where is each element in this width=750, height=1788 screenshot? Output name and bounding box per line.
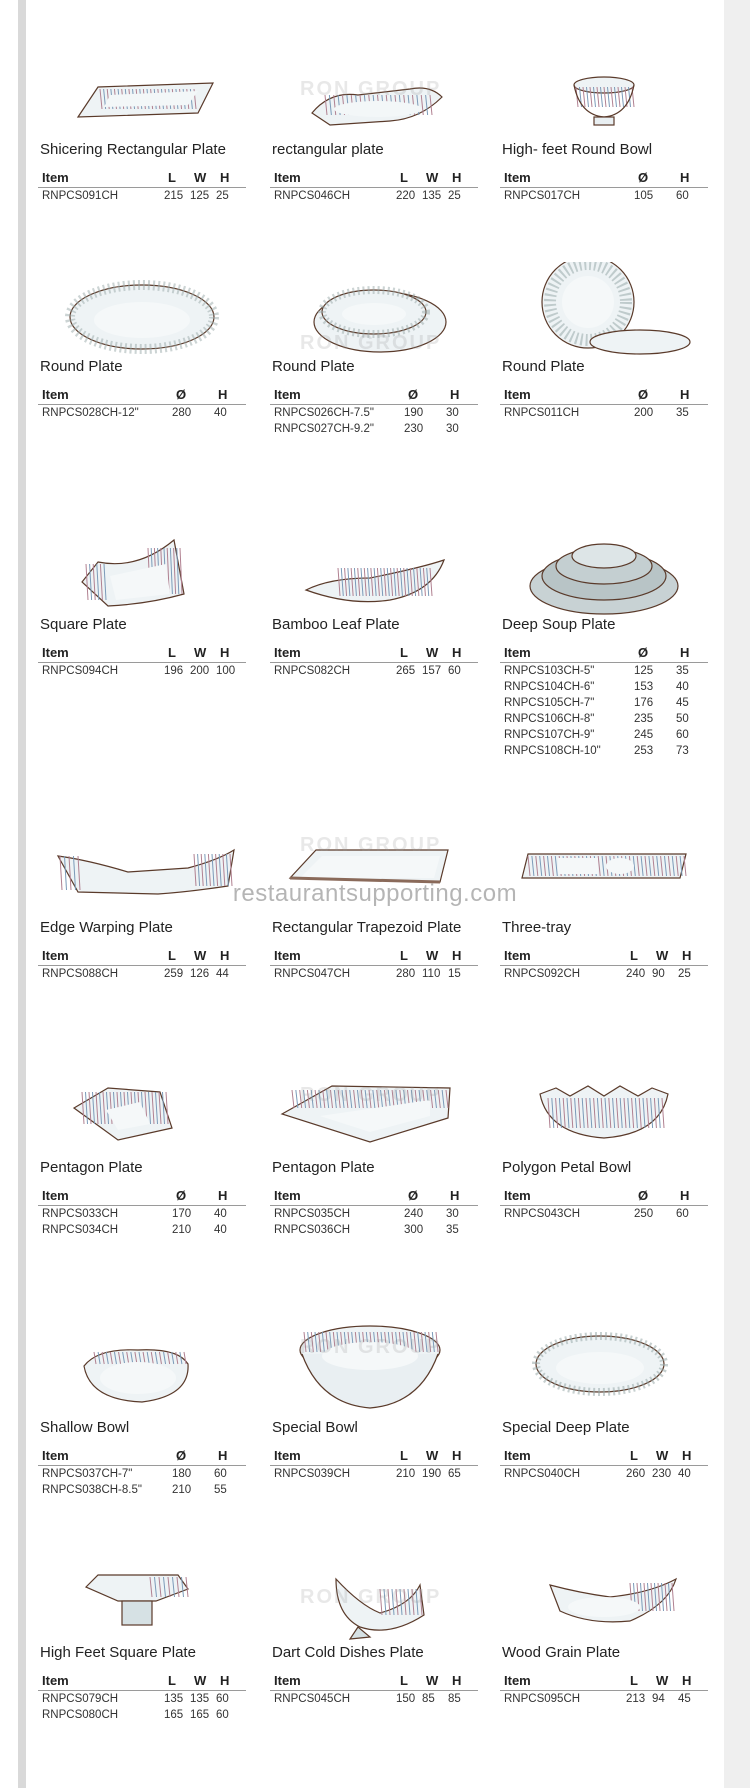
spec-header-cell: L (630, 1673, 638, 1688)
spec-header-cell: Item (274, 1448, 301, 1463)
spec-table (500, 946, 708, 982)
dimension-value: 35 (676, 407, 689, 419)
spec-row (270, 1691, 478, 1707)
spec-header-cell: H (218, 1188, 228, 1203)
spec-header (270, 385, 478, 405)
dimension-value: 153 (634, 681, 654, 693)
dimension-value: 40 (214, 1224, 227, 1236)
product-image (500, 45, 708, 145)
product-name: Deep Soup Plate (502, 616, 616, 633)
spec-row (500, 679, 708, 695)
spec-row (500, 405, 708, 421)
brand-watermark: RON GROUP (300, 1084, 442, 1106)
spec-header-cell: H (452, 645, 462, 660)
dimension-value: 125 (634, 665, 654, 677)
dimension-value: 180 (172, 1468, 192, 1480)
spec-header-cell: Item (42, 645, 69, 660)
dimension-value: 210 (172, 1224, 192, 1236)
dimension-value: 170 (172, 1208, 192, 1220)
dimension-value: 230 (404, 423, 424, 435)
product-image (500, 1545, 708, 1645)
spec-row (270, 421, 478, 437)
dimension-value: 240 (404, 1208, 424, 1220)
spec-row (500, 188, 708, 204)
spec-header-cell: W (194, 170, 207, 185)
spec-table (270, 1671, 478, 1707)
item-code: RNPCS028CH-12" (42, 407, 139, 419)
spec-header (38, 168, 246, 188)
dimension-value: 220 (396, 190, 416, 202)
dimension-value: 30 (446, 1208, 459, 1220)
spec-row (500, 663, 708, 679)
item-code: RNPCS040CH (504, 1468, 581, 1480)
item-code: RNPCS017CH (504, 190, 581, 202)
dimension-value: 280 (396, 968, 416, 980)
spec-header (38, 1671, 246, 1691)
dimension-value: 30 (446, 407, 459, 419)
spec-table (38, 1671, 246, 1723)
spec-header-cell: Ø (176, 387, 187, 402)
dimension-value: 176 (634, 697, 654, 709)
dimension-value: 45 (678, 1693, 691, 1705)
item-code: RNPCS026CH-7.5" (274, 407, 374, 419)
dimension-value: 60 (676, 190, 689, 202)
product-image (38, 262, 246, 362)
spec-header-cell: Item (274, 170, 301, 185)
brand-watermark: RON GROUP (300, 332, 442, 354)
item-code: RNPCS033CH (42, 1208, 119, 1220)
item-code: RNPCS104CH-6" (504, 681, 595, 693)
spec-row (270, 663, 478, 679)
spec-header-cell: H (220, 1673, 230, 1688)
dimension-value: 230 (652, 1468, 672, 1480)
dimension-value: 60 (448, 665, 461, 677)
spec-header (38, 385, 246, 405)
item-code: RNPCS046CH (274, 190, 351, 202)
spec-row (38, 1206, 246, 1222)
dimension-value: 105 (634, 190, 654, 202)
spec-header-cell: Item (42, 948, 69, 963)
spec-header (500, 1671, 708, 1691)
spec-header-cell: Ø (638, 387, 649, 402)
spec-header-cell: W (656, 948, 669, 963)
spec-header-cell: Ø (176, 1448, 187, 1463)
spec-header-cell: H (680, 387, 690, 402)
spec-header-cell: W (656, 1448, 669, 1463)
spec-header (38, 1446, 246, 1466)
dimension-value: 280 (172, 407, 192, 419)
dimension-value: 85 (422, 1693, 435, 1705)
item-code: RNPCS095CH (504, 1693, 581, 1705)
product-image (38, 1545, 246, 1645)
spec-table (38, 1186, 246, 1238)
dimension-value: 35 (676, 665, 689, 677)
product-name: Round Plate (502, 358, 585, 375)
dimension-value: 45 (676, 697, 689, 709)
product-name: Special Bowl (272, 1419, 358, 1436)
spec-header-cell: Item (42, 1448, 69, 1463)
product-image (38, 1058, 246, 1158)
spec-row (38, 966, 246, 982)
spec-header-cell: Item (274, 948, 301, 963)
spec-header (500, 1446, 708, 1466)
spec-header (38, 643, 246, 663)
dimension-value: 190 (422, 1468, 442, 1480)
spec-header-cell: Ø (638, 170, 649, 185)
product-name: Dart Cold Dishes Plate (272, 1644, 424, 1661)
spec-header (500, 643, 708, 663)
spec-header-cell: L (400, 1448, 408, 1463)
product-image (38, 520, 246, 620)
product-image (270, 1058, 478, 1158)
spec-header-cell: H (682, 1673, 692, 1688)
spec-table (270, 946, 478, 982)
spec-header-cell: H (220, 948, 230, 963)
spec-header-cell: L (400, 948, 408, 963)
spec-header-cell: H (680, 170, 690, 185)
dimension-value: 165 (190, 1709, 210, 1721)
spec-row (38, 1707, 246, 1723)
spec-header-cell: H (218, 387, 228, 402)
site-watermark: restaurantsupporting.com (232, 880, 518, 907)
dimension-value: 40 (678, 1468, 691, 1480)
dimension-value: 25 (216, 190, 229, 202)
spec-header-cell: W (194, 948, 207, 963)
spec-header-cell: Item (504, 1448, 531, 1463)
spec-header-cell: Item (504, 170, 531, 185)
dimension-value: 213 (626, 1693, 646, 1705)
brand-watermark: RON GROUP (300, 1586, 442, 1608)
product-name: Bamboo Leaf Plate (272, 616, 400, 633)
item-code: RNPCS047CH (274, 968, 351, 980)
spec-header-cell: L (630, 1448, 638, 1463)
spec-table (270, 643, 478, 679)
spec-header-cell: L (168, 1673, 176, 1688)
product-name: Pentagon Plate (40, 1159, 143, 1176)
spec-header-cell: W (426, 948, 439, 963)
spec-table (500, 643, 708, 759)
dimension-value: 265 (396, 665, 416, 677)
spec-table (270, 168, 478, 204)
item-code: RNPCS037CH-7" (42, 1468, 133, 1480)
spec-header (500, 946, 708, 966)
dimension-value: 40 (676, 681, 689, 693)
spec-row (38, 405, 246, 421)
item-code: RNPCS038CH-8.5" (42, 1484, 142, 1496)
spec-header (270, 1671, 478, 1691)
spec-row (270, 188, 478, 204)
spec-row (270, 1206, 478, 1222)
spec-row (38, 188, 246, 204)
product-name: Special Deep Plate (502, 1419, 630, 1436)
item-code: RNPCS107CH-9" (504, 729, 595, 741)
dimension-value: 125 (190, 190, 210, 202)
dimension-value: 65 (448, 1468, 461, 1480)
product-image (500, 1318, 708, 1418)
dimension-value: 55 (214, 1484, 227, 1496)
dimension-value: 196 (164, 665, 184, 677)
spec-table (500, 1446, 708, 1482)
spec-header-cell: H (452, 948, 462, 963)
product-image (500, 1058, 708, 1158)
spec-header (270, 168, 478, 188)
spec-header-cell: H (680, 645, 690, 660)
spec-header-cell: L (400, 645, 408, 660)
spec-header-cell: Item (504, 645, 531, 660)
spec-header-cell: Item (504, 387, 531, 402)
spec-header-cell: H (218, 1448, 228, 1463)
spec-row (38, 1482, 246, 1498)
spec-row (38, 1466, 246, 1482)
spec-row (38, 1222, 246, 1238)
spec-header-cell: Item (42, 387, 69, 402)
spec-table (270, 1186, 478, 1238)
dimension-value: 90 (652, 968, 665, 980)
spec-table (38, 168, 246, 204)
item-code: RNPCS092CH (504, 968, 581, 980)
dimension-value: 250 (634, 1208, 654, 1220)
spec-header-cell: W (426, 1448, 439, 1463)
spec-header-cell: Item (504, 1673, 531, 1688)
dimension-value: 25 (448, 190, 461, 202)
spec-header-cell: H (452, 1673, 462, 1688)
spec-header-cell: Item (42, 1673, 69, 1688)
product-name: Round Plate (40, 358, 123, 375)
item-code: RNPCS079CH (42, 1693, 119, 1705)
item-code: RNPCS094CH (42, 665, 119, 677)
item-code: RNPCS108CH-10" (504, 745, 601, 757)
spec-header-cell: W (426, 1673, 439, 1688)
spec-row (500, 1206, 708, 1222)
spec-row (500, 727, 708, 743)
spec-header-cell: Item (42, 170, 69, 185)
spec-header-cell: Item (504, 948, 531, 963)
spec-header-cell: Ø (408, 1188, 419, 1203)
spec-row (270, 966, 478, 982)
dimension-value: 40 (214, 407, 227, 419)
spec-header-cell: Ø (638, 1188, 649, 1203)
spec-table (38, 1446, 246, 1498)
spec-header-cell: Ø (638, 645, 649, 660)
spec-table (500, 385, 708, 421)
dimension-value: 35 (446, 1224, 459, 1236)
dimension-value: 135 (190, 1693, 210, 1705)
item-code: RNPCS080CH (42, 1709, 119, 1721)
dimension-value: 215 (164, 190, 184, 202)
spec-header-cell: W (426, 170, 439, 185)
spec-header-cell: L (168, 645, 176, 660)
spec-header-cell: Item (42, 1188, 69, 1203)
dimension-value: 235 (634, 713, 654, 725)
dimension-value: 135 (164, 1693, 184, 1705)
dimension-value: 260 (626, 1468, 646, 1480)
spec-row (500, 711, 708, 727)
product-name: Wood Grain Plate (502, 1644, 621, 1661)
item-code: RNPCS035CH (274, 1208, 351, 1220)
dimension-value: 245 (634, 729, 654, 741)
spec-row (270, 405, 478, 421)
spec-header-cell: W (194, 1673, 207, 1688)
dimension-value: 15 (448, 968, 461, 980)
spec-header-cell: L (168, 948, 176, 963)
item-code: RNPCS011CH (504, 407, 580, 419)
spec-header-cell: H (682, 948, 692, 963)
spec-table (38, 385, 246, 421)
item-code: RNPCS091CH (42, 190, 119, 202)
spec-row (38, 1691, 246, 1707)
spec-header-cell: Ø (176, 1188, 187, 1203)
spec-row (270, 1222, 478, 1238)
product-name: rectangular plate (272, 141, 384, 158)
spec-header (500, 1186, 708, 1206)
spec-header-cell: Item (274, 1188, 301, 1203)
spec-header-cell: W (426, 645, 439, 660)
brand-watermark: RON GROUP (300, 834, 442, 856)
spec-row (500, 695, 708, 711)
dimension-value: 30 (446, 423, 459, 435)
dimension-value: 100 (216, 665, 236, 677)
product-name: Polygon Petal Bowl (502, 1159, 632, 1176)
item-code: RNPCS036CH (274, 1224, 351, 1236)
dimension-value: 210 (396, 1468, 416, 1480)
spec-header (270, 643, 478, 663)
item-code: RNPCS027CH-9.2" (274, 423, 374, 435)
item-code: RNPCS088CH (42, 968, 119, 980)
brand-watermark: RON GROUP (300, 1336, 442, 1358)
spec-header-cell: H (680, 1188, 690, 1203)
item-code: RNPCS106CH-8" (504, 713, 595, 725)
dimension-value: 50 (676, 713, 689, 725)
dimension-value: 85 (448, 1693, 461, 1705)
product-name: Three-tray (502, 919, 572, 936)
dimension-value: 165 (164, 1709, 184, 1721)
product-name: Square Plate (40, 616, 127, 633)
dimension-value: 44 (216, 968, 229, 980)
spec-header-cell: Item (274, 387, 301, 402)
item-code: RNPCS045CH (274, 1693, 351, 1705)
product-image (270, 1318, 478, 1418)
spec-header-cell: H (450, 1188, 460, 1203)
spec-row (500, 743, 708, 759)
spec-row (500, 1466, 708, 1482)
dimension-value: 60 (676, 1208, 689, 1220)
dimension-value: 253 (634, 745, 654, 757)
spec-header-cell: Item (274, 1673, 301, 1688)
dimension-value: 259 (164, 968, 184, 980)
spec-header-cell: H (450, 387, 460, 402)
item-code: RNPCS082CH (274, 665, 351, 677)
spec-header (270, 1186, 478, 1206)
spec-header-cell: L (630, 948, 638, 963)
item-code: RNPCS039CH (274, 1468, 351, 1480)
product-image (500, 520, 708, 620)
item-code: RNPCS103CH-5" (504, 665, 595, 677)
item-code: RNPCS105CH-7" (504, 697, 595, 709)
spec-table (500, 168, 708, 204)
spec-header (500, 385, 708, 405)
spec-table (270, 385, 478, 437)
dimension-value: 210 (172, 1484, 192, 1496)
spec-header (500, 168, 708, 188)
spec-table (500, 1186, 708, 1222)
spec-header (270, 1446, 478, 1466)
spec-header-cell: H (682, 1448, 692, 1463)
product-name: High- feet Round Bowl (502, 141, 653, 158)
dimension-value: 60 (216, 1709, 229, 1721)
dimension-value: 150 (396, 1693, 416, 1705)
product-name: Shallow Bowl (40, 1419, 130, 1436)
dimension-value: 126 (190, 968, 210, 980)
spec-header-cell: H (452, 170, 462, 185)
dimension-value: 200 (190, 665, 210, 677)
spec-header-cell: Item (504, 1188, 531, 1203)
dimension-value: 190 (404, 407, 424, 419)
spec-header-cell: L (400, 170, 408, 185)
dimension-value: 200 (634, 407, 654, 419)
product-image (38, 45, 246, 145)
product-image (270, 520, 478, 620)
dimension-value: 60 (216, 1693, 229, 1705)
dimension-value: 60 (676, 729, 689, 741)
spec-header-cell: W (656, 1673, 669, 1688)
dimension-value: 94 (652, 1693, 665, 1705)
dimension-value: 110 (422, 968, 441, 980)
brand-watermark: RON GROUP (300, 78, 442, 100)
dimension-value: 240 (626, 968, 646, 980)
spec-row (500, 966, 708, 982)
dimension-value: 300 (404, 1224, 424, 1236)
product-name: Edge Warping Plate (40, 919, 173, 936)
item-code: RNPCS043CH (504, 1208, 581, 1220)
spec-header-cell: W (194, 645, 207, 660)
spec-table (500, 1671, 708, 1707)
spec-header-cell: H (452, 1448, 462, 1463)
spec-header-cell: H (220, 645, 230, 660)
spec-header-cell: L (400, 1673, 408, 1688)
product-image (38, 1318, 246, 1418)
product-name: High Feet Square Plate (40, 1644, 196, 1661)
dimension-value: 157 (422, 665, 442, 677)
dimension-value: 60 (214, 1468, 227, 1480)
dimension-value: 25 (678, 968, 691, 980)
spec-header-cell: Item (274, 645, 301, 660)
spec-header-cell: H (220, 170, 230, 185)
dimension-value: 135 (422, 190, 442, 202)
spec-row (500, 1691, 708, 1707)
item-code: RNPCS034CH (42, 1224, 119, 1236)
spec-table (38, 643, 246, 679)
spec-table (270, 1446, 478, 1482)
spec-header-cell: L (168, 170, 176, 185)
product-name: Rectangular Trapezoid Plate (272, 919, 462, 936)
product-image (500, 262, 708, 362)
dimension-value: 73 (676, 745, 689, 757)
spec-row (270, 1466, 478, 1482)
spec-header (38, 1186, 246, 1206)
spec-header (38, 946, 246, 966)
spec-table (38, 946, 246, 982)
spec-header (270, 946, 478, 966)
product-name: Pentagon Plate (272, 1159, 375, 1176)
spec-header-cell: Ø (408, 387, 419, 402)
dimension-value: 40 (214, 1208, 227, 1220)
spec-row (38, 663, 246, 679)
product-name: Shicering Rectangular Plate (40, 141, 226, 158)
product-name: Round Plate (272, 358, 355, 375)
